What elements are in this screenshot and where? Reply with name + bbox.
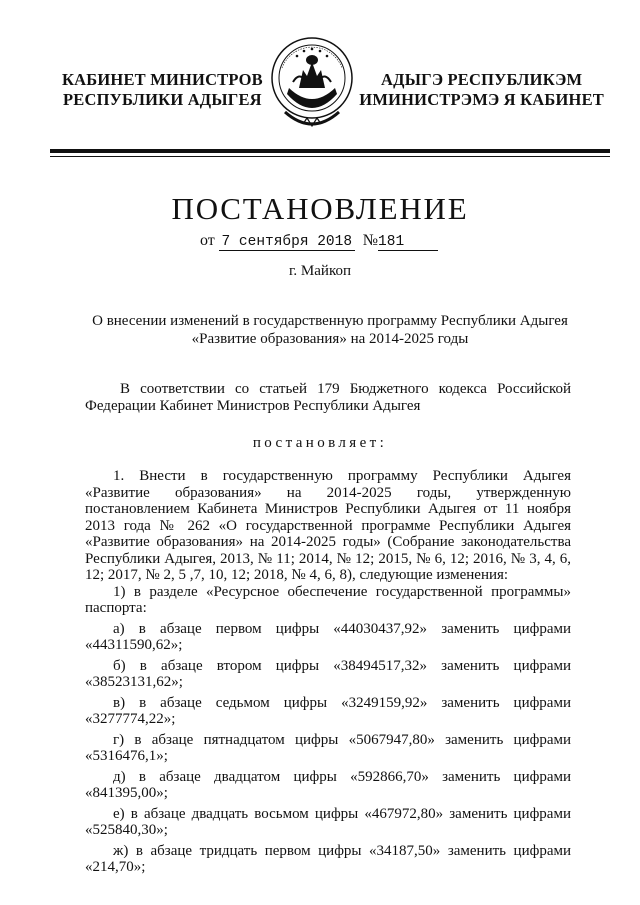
change-b: б) в абзаце втором цифры «38494517,32» заменить цифрами «38523131,62»; <box>85 657 571 690</box>
sub-item-1: 1) в разделе «Ресурсное обеспечение государственной программы» паспорта: <box>85 583 571 616</box>
city: г. Майкоп <box>288 263 352 279</box>
change-g: ж) в абзаце тридцать первом цифры «34187,50» заменить цифрами «214,70»; <box>85 842 571 875</box>
header-left-line1: КАБИНЕТ МИНИСТРОВ <box>62 70 263 89</box>
document-number: 181 <box>378 234 438 251</box>
header-left <box>62 70 263 110</box>
number-prefix: № <box>362 232 379 249</box>
subject <box>60 312 600 348</box>
resolves-word: постановляет: <box>252 435 388 451</box>
change-d: г) в абзаце пятнадцатом цифры «5067947,80» заменить цифрами «5316476,1»; <box>85 731 571 764</box>
main-text <box>85 468 571 876</box>
header-rule-thick <box>50 149 610 153</box>
coat-of-arms-icon <box>269 32 355 144</box>
header-right <box>359 70 604 110</box>
item-1: 1. Внести в государственную программу Республики Адыгея «Развитие образования» на 2014-2025 годы, утвержденную постановлением Кабинета Министров Республики Адыгея от 11 ноября 2013 года № 262 «О государственной программе Республики Адыгея «Развитие образования» на 2014-2025 годы» (Собрание законодательства Республики Адыгея, 2013, № 11; 2014, № 12; 2015, № 6, 12; 2016, № 3, 4, 6, 12; 2017, № 2, 5 ,7, 10, 12; 2018, № 4, 6, 8), следующие изменения: <box>85 468 571 583</box>
document-title: ПОСТАНОВЛЕНИЕ <box>171 191 469 226</box>
change-e: д) в абзаце двадцатом цифры «592866,70» заменить цифрами «841395,00»; <box>85 768 571 801</box>
change-a: а) в абзаце первом цифры «44030437,92» заменить цифрами «44311590,62»; <box>85 620 571 653</box>
date-prefix: от <box>200 232 215 249</box>
change-c: в) в абзаце седьмом цифры «3249159,92» заменить цифрами «3277774,22»; <box>85 694 571 727</box>
preamble: В соответствии со статьей 179 Бюджетного кодекса Российской Федерации Кабинет Министров Республики Адыгея <box>85 381 571 414</box>
subject-line1: О внесении изменений в государственную программу Республики Адыгея <box>92 313 568 329</box>
header-right-line2: ИМИНИСТРЭМЭ Я КАБИНЕТ <box>359 90 604 109</box>
change-f: е) в абзаце двадцать восьмом цифры «467972,80» заменить цифрами «525840,30»; <box>85 805 571 838</box>
document-date: 7 сентября 2018 <box>219 234 355 251</box>
date-line <box>200 232 438 251</box>
header-left-line2: РЕСПУБЛИКИ АДЫГЕЯ <box>63 90 262 109</box>
header-rule-thin <box>50 156 610 157</box>
header-right-line1: АДЫГЭ РЕСПУБЛИКЭМ <box>381 70 583 89</box>
subject-line2: «Развитие образования» на 2014-2025 годы <box>191 331 469 347</box>
